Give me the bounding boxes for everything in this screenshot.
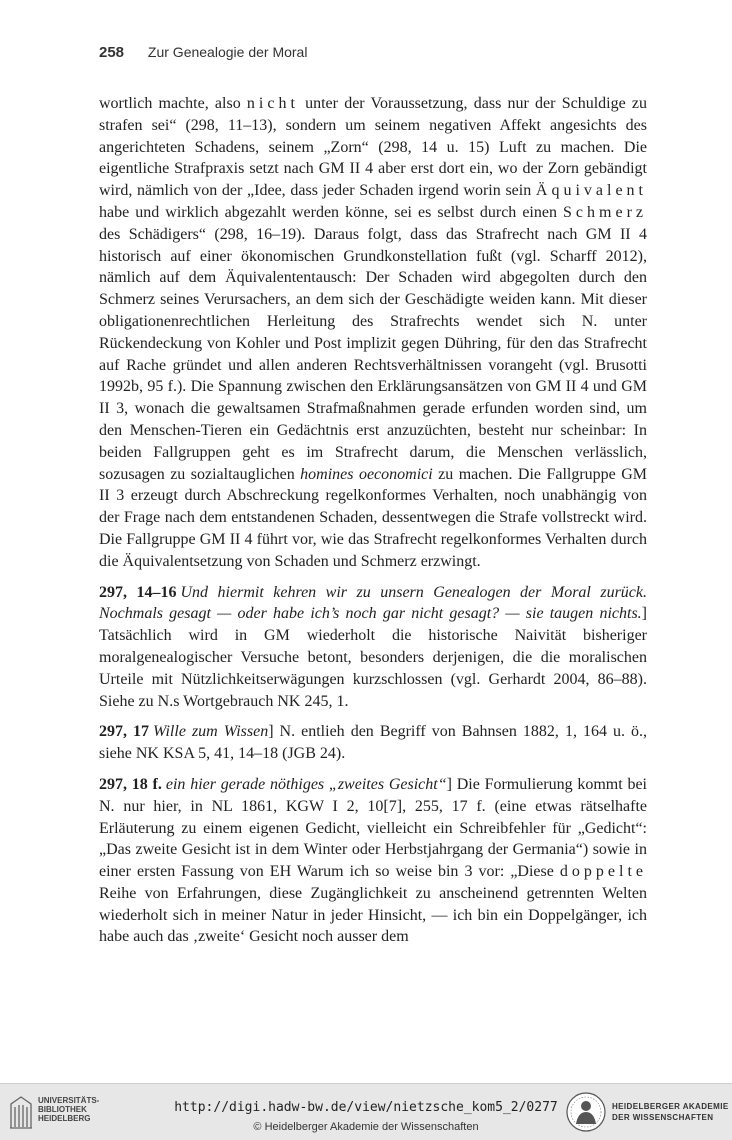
line-reference: 297, 18 f.: [99, 775, 162, 793]
spaced-emphasis: Äquivalent: [535, 182, 647, 200]
line-reference: 297, 17: [99, 723, 150, 741]
spaced-emphasis: doppelte: [559, 863, 647, 881]
entry-text: ] Die Formulierung kommt bei N. nur hier, in NL 1861, KGW I 2, 10[7], 255, 17 f. (eine etwas rätselhafte Erläuterung zu einem eigenen Gedicht, vielleicht ein Schreibfehler für „Gedicht“: „Das zweite Gesicht ist in dem Winter oder Herbstjahrgang der Germania“) sowie in einer ersten Fassung von EH Warum ich so weise bin 3 vor: „Diese: [99, 775, 648, 881]
library-name-line: HEIDELBERG: [38, 1114, 91, 1123]
line-reference: 297, 14–16: [99, 583, 177, 601]
running-header: [99, 44, 659, 64]
entry-text: Reihe von Erfahrungen, diese Zugänglichkeit zu anscheinend getrennten Welten wiederholt sich in meiner Natur in jeder Hinsicht, — ich bin ein Doppelgänger, ich habe auch das ‚zweite‘ Gesicht noch ausser dem: [99, 884, 647, 946]
commentary-entry: [99, 721, 647, 765]
library-name-line: UNIVERSITÄTS-: [38, 1096, 100, 1105]
page-number: 258: [99, 44, 125, 61]
paragraph-continuation: [99, 93, 647, 573]
running-title: Zur Genealogie der Moral: [147, 44, 308, 60]
library-name-line: BIBLIOTHEK: [38, 1105, 87, 1114]
copyright-notice: © Heidelberger Akademie der Wissenschaften: [253, 1121, 479, 1133]
text-run: habe und wirklich abgezahlt werden könne, sei es selbst durch einen: [99, 203, 564, 221]
commentary-entry: [99, 582, 647, 713]
italic-term: homines oeconomici: [300, 465, 433, 483]
academy-name-line: DER WISSENSCHAFTEN: [612, 1113, 714, 1122]
text-run: des Schädigers“ (298, 16–19). Daraus folgt, dass das Strafrecht nach GM II 4 historisch auf einer ökonomischen Grundkonstellation fußt (vgl. Scharff 2012), nämlich auf dem Äquivalententausch: Der Schaden wird abgegolten durch den Schmerz seines Verursachers, an dem sich der Geschädigte weiden kann. Mit dieser obligationenrechtlichen Herleitung des Strafrechts wendet sich N. unter Rückendeckung von Kohler und Post implizit gegen Dühring, für den das Strafrecht auf Rache gründet und allen anderen Rechtsverhältnissen vorangeht (vgl. Brusotti 1992b, 95 f.). Die Spannung zwischen den Erklärungsansätzen von GM II 4 und GM II 3, wonach die gewaltsamen Strafmaßnahmen gerade erfunden worden sind, um den Menschen-Tieren ein Gedächtnis erst anzuzüchten, besteht nur scheinbar: In beiden Fallgruppen geht es im Strafrecht darum, die Menschen verlässlich, sozusagen zu sozialtauglichen: [99, 225, 647, 483]
lemma: Wille zum Wissen: [153, 723, 269, 741]
entry-text: ] Tatsächlich wird in GM wiederholt die historische Naivität bisheriger moralgenealogischer Versuche betont, besonders derjenigen, die die moralischen Urteile mit Nützlichkeitserwägungen kurzschlossen (vgl. Gerhardt 2004, 86–88). Siehe zu N.s Wortgebrauch NK 245, 1.: [99, 605, 647, 710]
text-run: unter der Voraussetzung, dass nur der Schuldige zu strafen sei“ (298, 11–13), sondern um seinem negativen Affekt angesichts des angerichteten Schadens, seinem „Zorn“ (298, 14 u. 15) Luft zu machen. Die eigentliche Strafpraxis setzt nach GM II 4 aber erst dort ein, wo der Zorn gebändigt wird, nämlich von der „Idee, dass jeder Schaden irgend worin sein: [99, 95, 647, 200]
academy-logo[interactable]: [566, 1092, 729, 1134]
spaced-emphasis: Schmerz: [563, 203, 647, 221]
academy-seal-icon: [566, 1092, 606, 1132]
entry-text: ] N. entlieh den Begriff von Bahnsen 1882, 1, 164 u. ö., siehe NK KSA 5, 41, 14–18 (JGB 24).: [99, 723, 648, 763]
lemma: ein hier gerade nöthiges „zweites Gesicht“: [165, 775, 447, 793]
digitization-footer: [0, 1083, 732, 1140]
academy-name-line: HEIDELBERGER AKADEMIE: [612, 1102, 729, 1111]
commentary-entry: [99, 774, 647, 948]
text-run: wortlich machte, also: [99, 95, 247, 112]
permalink-url[interactable]: http://digi.hadw-bw.de/view/nietzsche_kom5_2/0277: [174, 1100, 558, 1115]
spaced-emphasis: nicht: [246, 95, 299, 112]
text-run: zu machen. Die Fallgruppe GM II 3 erzeugt durch Abschreckung regelkonformes Verhalten, noch unabhängig von der Frage nach dem entstandenen Schaden, dessentwegen die Strafe vollstreckt wird. Die Fallgruppe GM II 4 führt vor, wie das Strafrecht regelkonformes Verhalten durch die Äquivalentsetzung von Schaden und Schmerz erzwingt.: [99, 465, 647, 570]
commentary-body: [99, 93, 647, 948]
academy-name: [612, 1101, 729, 1123]
lemma: Und hiermit kehren wir zu unsern Genealogen der Moral zurück. Nochmals gesagt — oder habe ich’s noch gar nicht gesagt? — sie taugen nichts.: [99, 583, 648, 623]
